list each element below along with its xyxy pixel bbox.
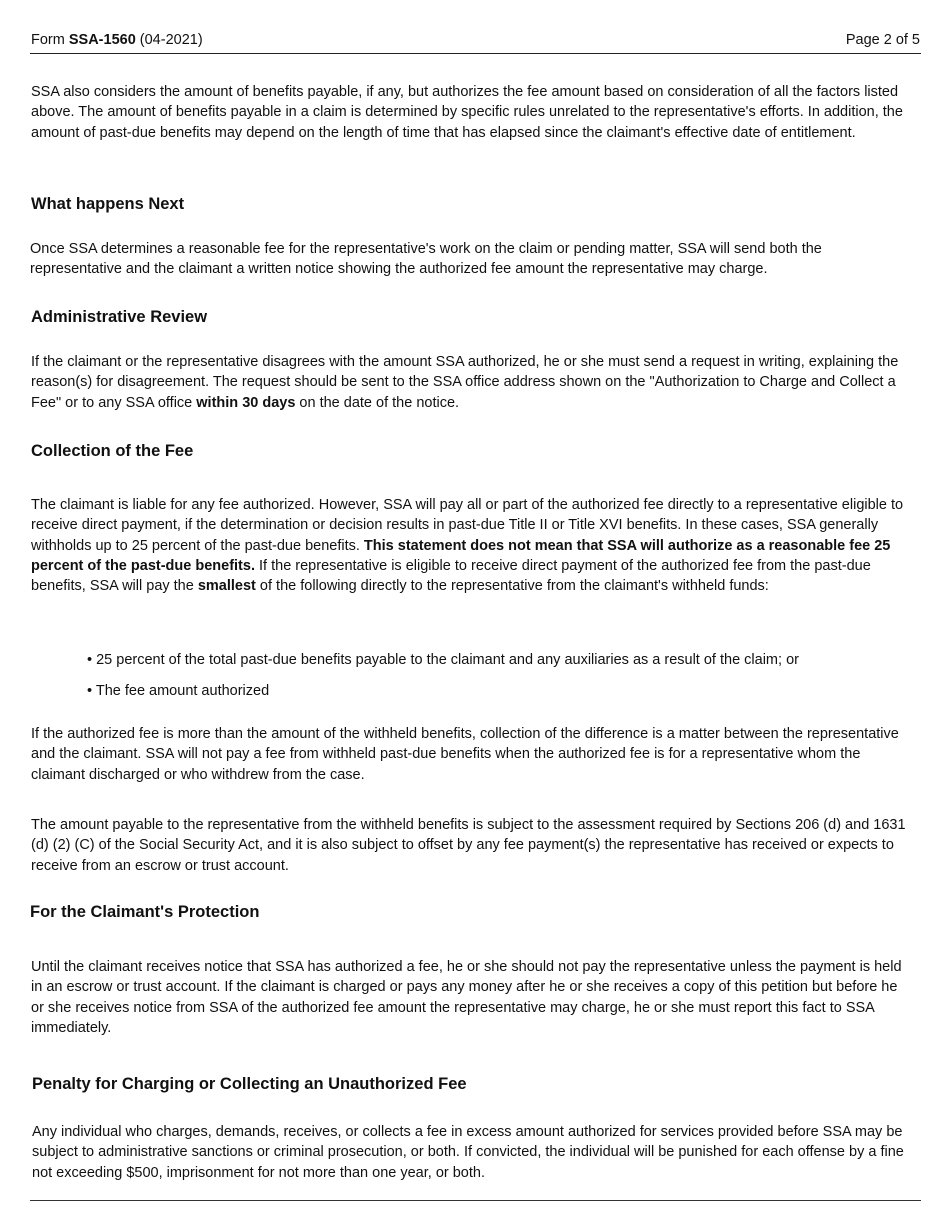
form-number: SSA-1560	[68, 32, 136, 48]
review-deadline: within 30 days	[196, 394, 296, 411]
difference-paragraph: If the authorized fee is more than the amount of the withheld benefits, collection of the difference is a matter between the representative and the claimant. SSA will not pay a fee from withheld past-due benefits when the authorized fee is for a representative whom the claimant discharged or who withdrew from the case.	[31, 726, 899, 783]
collection-statement-bold: This statement does not mean that SSA will authorize as a reasonable fee 25 percent of the past-due benefits.	[31, 537, 891, 574]
bullet-item: • The fee amount authorized	[87, 683, 270, 699]
heading-penalty: Penalty for Charging or Collecting an Unauthorized Fee	[32, 1075, 467, 1093]
protection-paragraph: Until the claimant receives notice that SSA has authorized a fee, he or she should not pay the representative unless the payment is held in an escrow or trust account. If the claimant is charged or pays any money after he or she receives a copy of this petition but before he or she receives notice from SSA of the authorized fee amount the representative may charge, he or she must report this fact to SSA immediately.	[31, 959, 902, 1036]
smallest-bold: smallest	[197, 578, 256, 595]
heading-claimant-protection: For the Claimant's Protection	[30, 903, 260, 921]
footer-divider	[30, 1200, 921, 1201]
heading-what-happens-next: What happens Next	[31, 195, 185, 213]
page-header	[30, 0, 921, 54]
heading-collection-of-fee: Collection of the Fee	[31, 442, 194, 460]
heading-administrative-review: Administrative Review	[31, 308, 208, 326]
form-date: (04-2021)	[135, 32, 203, 48]
bullet-item: • 25 percent of the total past-due benefits payable to the claimant and any auxiliaries as a result of the claim; or	[87, 652, 799, 668]
form-prefix: Form	[31, 32, 69, 48]
assessment-paragraph: The amount payable to the representative from the withheld benefits is subject to the assessment required by Sections 206 (d) and 1631 (d) (2) (C) of the Social Security Act, and it is also subject to offset by any fee payment(s) the representative has received or expects to receive from an escrow or trust account.	[31, 817, 906, 874]
page-number: Page 2 of 5	[845, 32, 920, 48]
form-identifier	[31, 32, 203, 48]
collection-paragraph: The claimant is liable for any fee authorized. However, SSA will pay all or part of the authorized fee directly to a representative eligible to receive direct payment, if the determination or decision results in past-due Title II or Title XVI benefits. In these cases, SSA generally withholds up to 25 percent of the past-due benefits. This statement does not mean that SSA will authorize as a reasonable fee 25 percent of the past-due benefits. If the representative is eligible to receive direct payment of the authorized fee from the past-due benefits, SSA will pay the smallest of the following directly to the representative from the claimant's withheld funds:	[31, 497, 904, 595]
intro-paragraph: SSA also considers the amount of benefits payable, if any, but authorizes the fee amount based on consideration of all the factors listed above. The amount of benefits payable in a claim is determined by specific rules unrelated to the representative's efforts. In addition, the amount of past-due benefits may depend on the length of time that has elapsed since the claimant's effective date of entitlement.	[31, 84, 903, 141]
penalty-paragraph: Any individual who charges, demands, receives, or collects a fee in excess amount authorized for services provided before SSA may be subject to administrative sanctions or criminal prosecution, or both. If convicted, the individual will be punished for each offense by a fine not exceeding $500, imprisonment for not more than one year, or both.	[32, 1124, 904, 1181]
next-paragraph: Once SSA determines a reasonable fee for the representative's work on the claim or pending matter, SSA will send both the representative and the claimant a written notice showing the authorized fee amount the representative may charge.	[30, 241, 822, 278]
review-paragraph: If the claimant or the representative disagrees with the amount SSA authorized, he or she must send a request in writing, explaining the reason(s) for disagreement. The request should be sent to the SSA office address shown on the "Authorization to Charge and Collect a Fee" or to any SSA office within 30 days on the date of the notice.	[31, 354, 899, 411]
